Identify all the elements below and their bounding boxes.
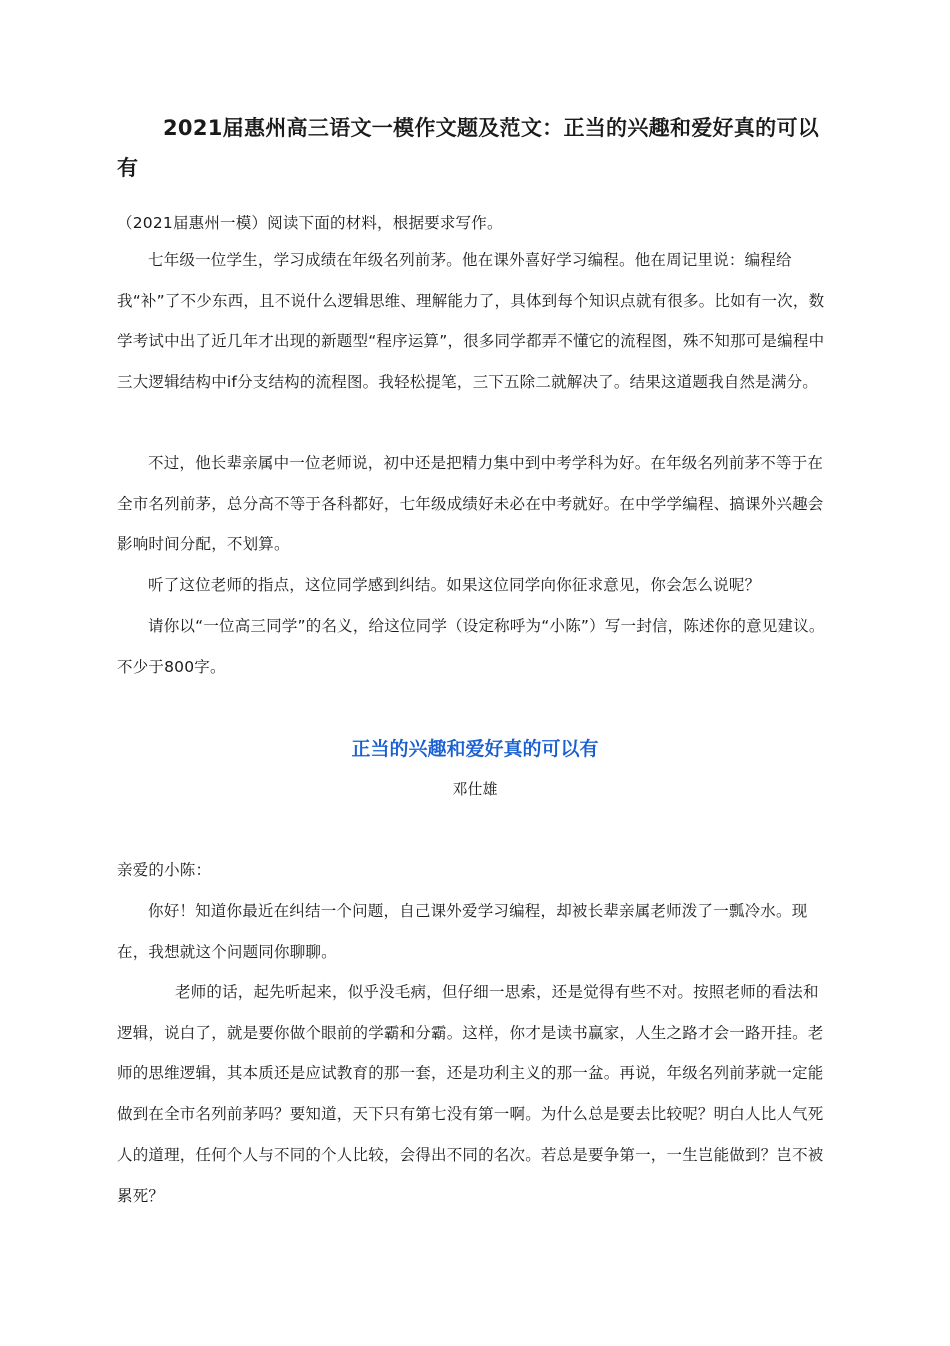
essay-paragraph-1: 你好！知道你最近在纠结一个问题，自己课外爱学习编程，却被长辈亲属老师泼了一瓢冷水。现在，我想就这个问题同你聊聊。 xyxy=(117,902,808,961)
prompt-paragraph-4: 请你以“一位高三同学”的名义，给这位同学（设定称呼为“小陈”）写一封信，陈述你的意见建议。不少于800字。 xyxy=(117,617,825,676)
essay-title: 正当的兴趣和爱好真的可以有 xyxy=(351,738,599,760)
document-title: 2021届惠州高三语文一模作文题及范文：正当的兴趣和爱好真的可以有 xyxy=(117,116,820,180)
prompt-source-line: （2021届惠州一模）阅读下面的材料，根据要求写作。 xyxy=(117,214,503,232)
essay-salutation: 亲爱的小陈： xyxy=(117,861,212,879)
prompt-paragraph-1: 七年级一位学生，学习成绩在年级名列前茅。他在课外喜好学习编程。他在周记里说：编程给我“补”了不少东西，且不说什么逻辑思维、理解能力了，具体到每个知识点就有很多。比如有一次，数学考试中出了近几年才出现的新题型“程序运算”，很多同学都弄不懂它的流程图，殊不知那可是编程中三大逻辑结构中if分支结构的流程图。我轻松提笔，三下五除二就解决了。结果这道题我自然是满分。 xyxy=(117,251,825,392)
prompt-paragraph-3: 听了这位老师的指点，这位同学感到纠结。如果这位同学向你征求意见，你会怎么说呢？ xyxy=(148,576,761,594)
prompt-paragraph-2: 不过，他长辈亲属中一位老师说，初中还是把精力集中到中考学科为好。在年级名列前茅不等于在全市名列前茅，总分高不等于各科都好，七年级成绩好未必在中考就好。在中学学编程、搞课外兴趣会影响时间分配，不划算。 xyxy=(117,454,824,554)
essay-paragraph-2: 老师的话，起先听起来，似乎没毛病，但仔细一思索，还是觉得有些不对。按照老师的看法和逻辑，说白了，就是要你做个眼前的学霸和分霸。这样，你才是读书赢家，人生之路才会一路开挂。老师的思维逻辑，其本质还是应试教育的那一套，还是功利主义的那一盆。再说，年级名列前茅就一定能做到在全市名列前茅吗？要知道，天下只有第七没有第一啊。为什么总是要去比较呢？明白人比人气死人的道理，任何个人与不同的个人比较，会得出不同的名次。若总是要争第一，一生岂能做到？岂不被累死？ xyxy=(117,983,824,1205)
essay-author: 邓仕雄 xyxy=(452,780,498,798)
